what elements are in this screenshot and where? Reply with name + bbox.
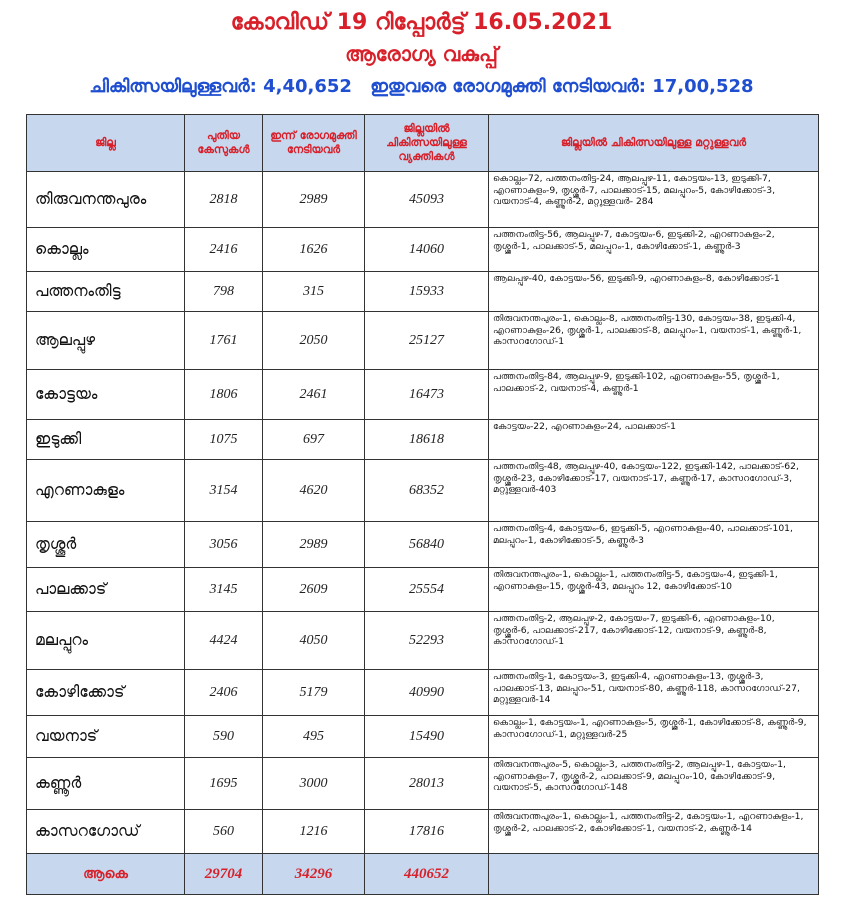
total-recovered: 34296: [263, 854, 365, 895]
table-row: [27, 460, 819, 522]
under-treatment-cell: 56840: [365, 522, 489, 568]
table-row: [27, 522, 819, 568]
under-treatment-cell: 28013: [365, 758, 489, 810]
new-cases-cell: 3145: [185, 568, 263, 612]
other-districts-cell: പത്തനംതിട്ട-2, ആലപ്പുഴ-2, കോട്ടയം-7, ഇടുക്കി-6, എറണാകുളം-10, തൃശ്ശൂർ-6, പാലക്കാട്-217, കോഴിക്കോട്-12, വയനാട്-9, കണ്ണൂർ-8, കാസറഗോഡ്-1: [489, 612, 819, 670]
header-district: ജില്ല: [27, 115, 185, 172]
under-treatment-cell: 17816: [365, 810, 489, 854]
under-treatment-cell: 15490: [365, 716, 489, 758]
other-districts-cell: കൊല്ലം-1, കോട്ടയം-1, എറണാകുളം-5, തൃശ്ശൂർ-1, കോഴിക്കോട്-8, കണ്ണൂർ-9, കാസറഗോഡ്-1, മറ്റുള്ളവർ-25: [489, 716, 819, 758]
recovered-cell: 5179: [263, 670, 365, 716]
new-cases-cell: 3154: [185, 460, 263, 522]
table-row: [27, 758, 819, 810]
under-treatment-cell: 25127: [365, 312, 489, 370]
recovered-cell: 2989: [263, 522, 365, 568]
table-row: [27, 172, 819, 228]
other-districts-cell: തിരുവനന്തപുരം-1, കൊല്ലം-1, പത്തനംതിട്ട-2, കോട്ടയം-1, എറണാകുളം-1, തൃശ്ശൂർ-2, പാലക്കാട്-2, കോഴിക്കോട്-1, വയനാട്-2, കണ്ണൂർ-14: [489, 810, 819, 854]
new-cases-cell: 1075: [185, 420, 263, 460]
header-new-cases: പുതിയ കേസുകൾ: [185, 115, 263, 172]
other-districts-cell: പത്തനംതിട്ട-4, കോട്ടയം-6, ഇടുക്കി-5, എറണാകുളം-40, പാലക്കാട്-101, മലപ്പുറം-1, കോഴിക്കോട്-5, കണ്ണൂർ-3: [489, 522, 819, 568]
header-under-treatment: ജില്ലയിൽ ചികിത്സയിലുള്ള വ്യക്തികൾ: [365, 115, 489, 172]
table-header-row: [27, 115, 819, 172]
new-cases-cell: 2406: [185, 670, 263, 716]
covid-district-table: [26, 114, 819, 895]
under-treatment-cell: 16473: [365, 370, 489, 420]
total-label: ആകെ: [27, 854, 185, 895]
summary-under-treatment: ചികിത്സയിലുള്ളവർ: 4,40,652: [89, 76, 352, 97]
recovered-cell: 2050: [263, 312, 365, 370]
new-cases-cell: 1806: [185, 370, 263, 420]
summary-line: [0, 76, 843, 97]
summary-recovered: ഇതുവരെ രോഗമുക്തി നേടിയവർ: 17,00,528: [370, 76, 754, 97]
district-cell: കോട്ടയം: [27, 370, 185, 420]
other-districts-cell: പത്തനംതിട്ട-48, ആലപ്പുഴ-40, കോട്ടയം-122, ഇടുക്കി-142, പാലക്കാട്-62, തൃശ്ശൂർ-23, കോഴിക്കോട്-17, വയനാട്-17, കണ്ണൂർ-17, കാസറഗോഡ്-3, മറ്റുള്ളവർ-403: [489, 460, 819, 522]
district-cell: ആലപ്പുഴ: [27, 312, 185, 370]
under-treatment-cell: 14060: [365, 228, 489, 272]
table-row: [27, 370, 819, 420]
district-cell: കണ്ണൂർ: [27, 758, 185, 810]
table-row: [27, 716, 819, 758]
total-others-empty: [489, 854, 819, 895]
other-districts-cell: പത്തനംതിട്ട-1, കോട്ടയം-3, ഇടുക്കി-4, എറണാകുളം-13, തൃശ്ശൂർ-3, പാലക്കാട്-13, മലപ്പുറം-51, വയനാട്-80, കണ്ണൂർ-118, കാസറഗോഡ്-27, മറ്റുള്ളവർ-14: [489, 670, 819, 716]
new-cases-cell: 2416: [185, 228, 263, 272]
new-cases-cell: 560: [185, 810, 263, 854]
recovered-cell: 3000: [263, 758, 365, 810]
total-under-treatment: 440652: [365, 854, 489, 895]
new-cases-cell: 3056: [185, 522, 263, 568]
table-row: [27, 810, 819, 854]
header-recovered-today: ഇന്ന് രോഗമുക്തി നേടിയവർ: [263, 115, 365, 172]
other-districts-cell: തിരുവനന്തപുരം-1, കൊല്ലം-1, പത്തനംതിട്ട-5, കോട്ടയം-4, ഇടുക്കി-1, എറണാകുളം-15, തൃശ്ശൂർ-43, മലപ്പുറം 12, കോഴിക്കോട്-10: [489, 568, 819, 612]
table-row: [27, 272, 819, 312]
district-cell: പത്തനംതിട്ട: [27, 272, 185, 312]
recovered-cell: 1216: [263, 810, 365, 854]
district-cell: കൊല്ലം: [27, 228, 185, 272]
table-row: [27, 612, 819, 670]
under-treatment-cell: 15933: [365, 272, 489, 312]
recovered-cell: 495: [263, 716, 365, 758]
other-districts-cell: കൊല്ലം-72, പത്തനംതിട്ട-24, ആലപ്പുഴ-11, കോട്ടയം-13, ഇടുക്കി-7, എറണാകുളം-9, തൃശ്ശൂർ-7, പാലക്കാട്-15, മലപ്പുറം-5, കോഴിക്കോട്-3, വയനാട്-4, കണ്ണൂർ-2, മറ്റുള്ളവർ- 284: [489, 172, 819, 228]
table-row: [27, 420, 819, 460]
other-districts-cell: പത്തനംതിട്ട-84, ആലപ്പുഴ-9, ഇടുക്കി-102, എറണാകുളം-55, തൃശ്ശൂർ-1, പാലക്കാട്-2, വയനാട്-4, കണ്ണൂർ-1: [489, 370, 819, 420]
district-cell: തൃശ്ശൂർ: [27, 522, 185, 568]
table-row: [27, 312, 819, 370]
other-districts-cell: പത്തനംതിട്ട-56, ആലപ്പുഴ-7, കോട്ടയം-6, ഇടുക്കി-2, എറണാകുളം-2, തൃശ്ശൂർ-1, പാലക്കാട്-5, മലപ്പുറം-1, കോഴിക്കോട്-1, കണ്ണൂർ-3: [489, 228, 819, 272]
district-cell: കോഴിക്കോട്: [27, 670, 185, 716]
new-cases-cell: 4424: [185, 612, 263, 670]
new-cases-cell: 590: [185, 716, 263, 758]
district-cell: തിരുവനന്തപുരം: [27, 172, 185, 228]
recovered-cell: 2989: [263, 172, 365, 228]
new-cases-cell: 1761: [185, 312, 263, 370]
under-treatment-cell: 52293: [365, 612, 489, 670]
under-treatment-cell: 40990: [365, 670, 489, 716]
other-districts-cell: കോട്ടയം-22, എറണാകുളം-24, പാലക്കാട്-1: [489, 420, 819, 460]
under-treatment-cell: 25554: [365, 568, 489, 612]
recovered-cell: 4050: [263, 612, 365, 670]
district-cell: വയനാട്: [27, 716, 185, 758]
new-cases-cell: 1695: [185, 758, 263, 810]
recovered-cell: 697: [263, 420, 365, 460]
under-treatment-cell: 45093: [365, 172, 489, 228]
recovered-cell: 2609: [263, 568, 365, 612]
table-row: [27, 228, 819, 272]
new-cases-cell: 2818: [185, 172, 263, 228]
header-other-districts: ജില്ലയിൽ ചികിത്സയിലുള്ള മറ്റുള്ളവർ: [489, 115, 819, 172]
new-cases-cell: 798: [185, 272, 263, 312]
other-districts-cell: തിരുവനന്തപുരം-1, കൊല്ലം-8, പത്തനംതിട്ട-130, കോട്ടയം-38, ഇടുക്കി-4, എറണാകുളം-26, തൃശ്ശൂർ-1, പാലക്കാട്-8, മലപ്പുറം-1, വയനാട്-1, കണ്ണൂർ-1, കാസറഗോഡ്-1: [489, 312, 819, 370]
under-treatment-cell: 68352: [365, 460, 489, 522]
recovered-cell: 4620: [263, 460, 365, 522]
total-new-cases: 29704: [185, 854, 263, 895]
under-treatment-cell: 18618: [365, 420, 489, 460]
district-cell: ഇടുക്കി: [27, 420, 185, 460]
district-cell: കാസറഗോഡ്: [27, 810, 185, 854]
recovered-cell: 315: [263, 272, 365, 312]
other-districts-cell: ആലപ്പുഴ-40, കോട്ടയം-56, ഇടുക്കി-9, എറണാകുളം-8, കോഴിക്കോട്-1: [489, 272, 819, 312]
table-row: [27, 670, 819, 716]
district-cell: എറണാകുളം: [27, 460, 185, 522]
report-title: കോവിഡ് 19 റിപ്പോർട്ട് 16.05.2021: [230, 10, 613, 35]
recovered-cell: 2461: [263, 370, 365, 420]
table-row: [27, 568, 819, 612]
district-cell: മലപ്പുറം: [27, 612, 185, 670]
total-row: [27, 854, 819, 895]
report-subtitle: ആരോഗ്യ വകുപ്പ്: [345, 42, 498, 66]
other-districts-cell: തിരുവനന്തപുരം-5, കൊല്ലം-3, പത്തനംതിട്ട-2, ആലപ്പുഴ-1, കോട്ടയം-1, എറണാകുളം-7, തൃശ്ശൂർ-2, പാലക്കാട്-9, മലപ്പുറം-10, കോഴിക്കോട്-9, വയനാട്-5, കാസറഗോഡ്-148: [489, 758, 819, 810]
district-cell: പാലക്കാട്: [27, 568, 185, 612]
recovered-cell: 1626: [263, 228, 365, 272]
